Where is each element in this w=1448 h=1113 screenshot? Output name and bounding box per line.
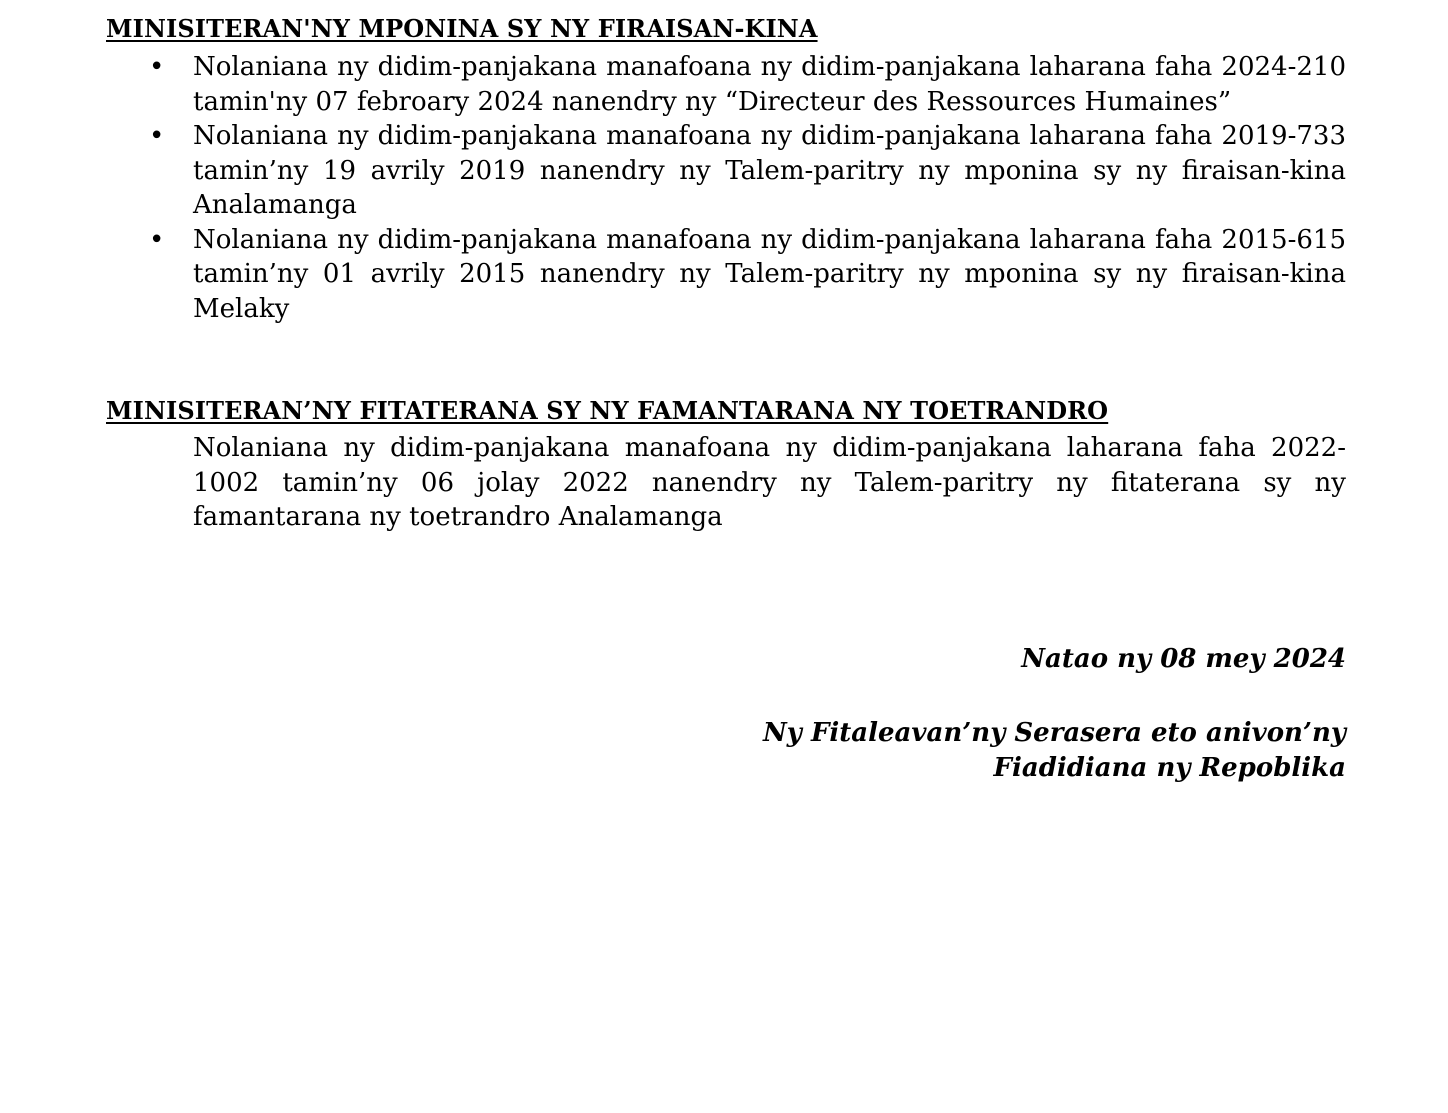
decree-item [193, 431, 1346, 535]
decree-item [149, 223, 1346, 327]
decree-text: Nolaniana ny didim-panjakana manafoana ny didim-panjakana laharana faha 2015-615 tamin’ny 01 avrily 2015 nanendry ny Talem-paritry ny mponina sy ny firaisan-kina Melaky [193, 224, 1346, 324]
decree-text: Nolaniana ny didim-panjakana manafoana ny didim-panjakana laharana faha 2024-210 tamin'ny 07 febroary 2024 nanendry ny “Directeur des Ressources Humaines” [193, 52, 1346, 117]
decree-list-ministry-population [149, 50, 1346, 326]
decree-list-ministry-transport [193, 431, 1346, 535]
decree-text: Nolaniana ny didim-panjakana manafoana ny didim-panjakana laharana faha 2022-1002 tamin’ny 06 jolay 2022 nanendry ny Talem-paritry ny fitaterana sy ny famantarana ny toetrandro Analamanga [193, 433, 1346, 532]
decree-text: Nolaniana ny didim-panjakana manafoana ny didim-panjakana laharana faha 2019-733 tamin’ny 19 avrily 2019 nanendry ny Talem-paritry ny mponina sy ny firaisan-kina Analamanga [193, 121, 1346, 220]
section-heading-ministry-transport: MINISITERAN’NY FITATERANA SY NY FAMANTARANA NY TOETRANDRO [106, 396, 1109, 425]
signature-title-line-2: Fiadidiana ny Repoblika [993, 752, 1346, 783]
signature-title-line-1: Ny Fitaleavan’ny Serasera eto anivon’ny [763, 718, 1346, 748]
bullet-icon: • [149, 121, 165, 151]
section-heading-ministry-population: MINISITERAN'NY MPONINA SY NY FIRAISAN-KINA [106, 14, 818, 43]
bullet-icon: • [149, 52, 165, 82]
decree-item [149, 119, 1346, 223]
bullet-icon: • [149, 224, 165, 255]
signature-title [763, 716, 1346, 785]
decree-item [149, 50, 1346, 119]
signature-date: Natao ny 08 mey 2024 [1021, 644, 1346, 674]
